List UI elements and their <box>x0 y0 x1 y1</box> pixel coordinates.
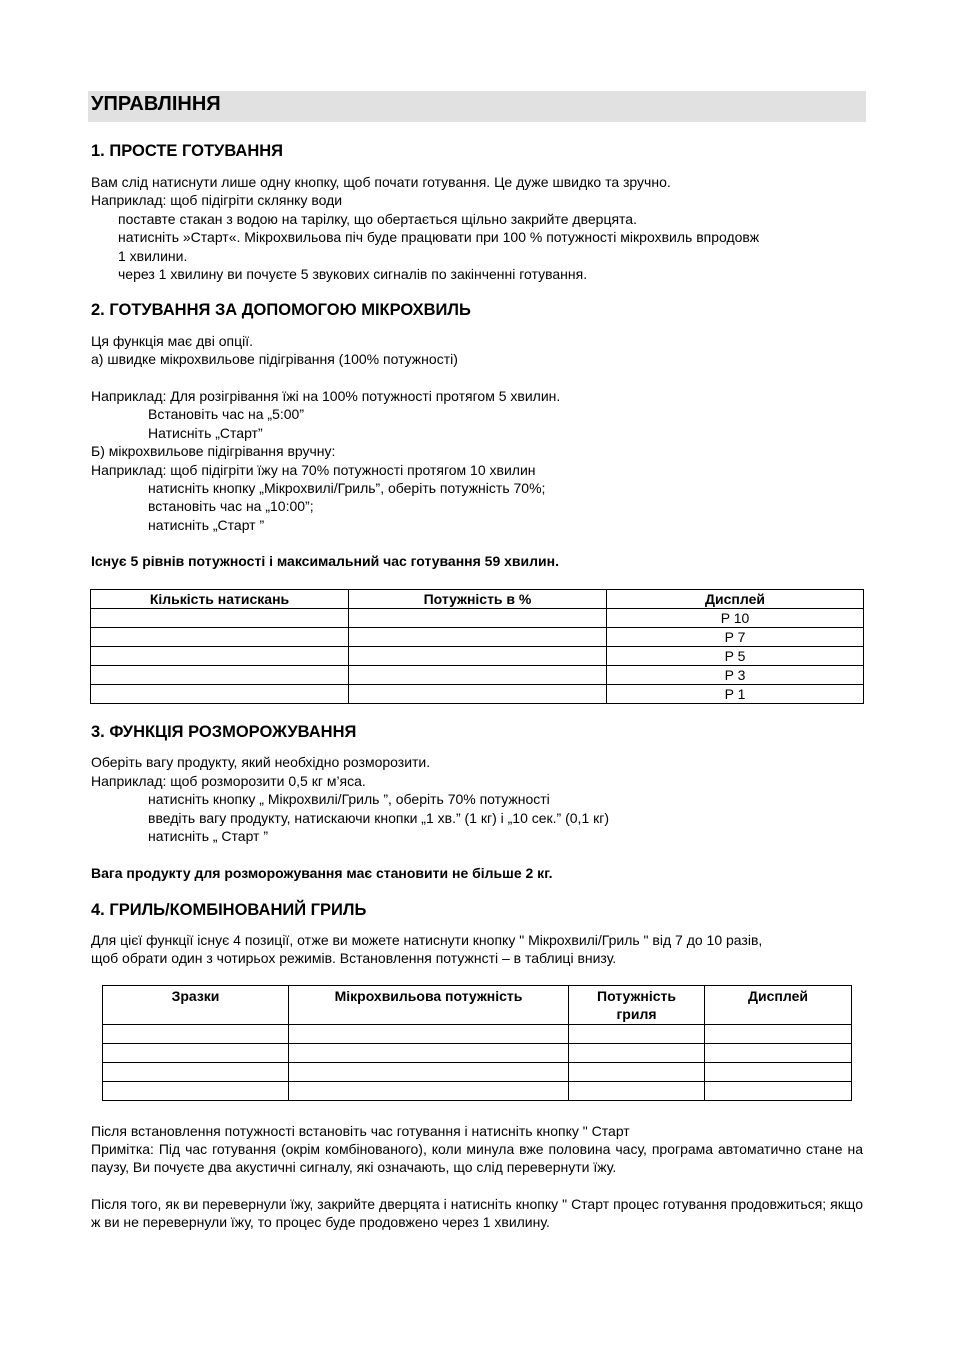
table-row <box>91 666 864 685</box>
page-title: УПРАВЛІННЯ <box>88 91 866 122</box>
s3-step-1: натисніть кнопку „ Мікрохвилі/Гриль ”, оберіть 70% потужності <box>148 791 550 807</box>
s4-after-turning: Після того, як ви перевернули їжу, закрийте дверцята і натисніть кнопку " Старт процес готування продовжиться; якщо ж ви не перевернули їжу, то процес буде продовжено через 1 хвилину. <box>91 1196 863 1230</box>
table-header-row <box>91 590 864 609</box>
s2-paragraph-2: а) швидке мікрохвильове підігрівання (100% потужності) <box>91 351 458 367</box>
table-row <box>91 609 864 628</box>
grill-modes-table <box>102 985 852 1101</box>
s3-paragraph-1: Оберіть вагу продукту, який необхідно розморозити. <box>91 754 431 770</box>
s3-step-3: натисніть „ Старт ” <box>148 828 269 844</box>
s4-after-setting: Після встановлення потужності встановіть час готування і натисніть кнопку " Старт <box>91 1123 630 1139</box>
header-grill-power: Потужність гриля <box>569 986 705 1025</box>
display-cell: P 7 <box>607 628 864 647</box>
s2-paragraph-1: Ця функція має дві опції. <box>91 333 253 349</box>
table-row <box>103 1025 852 1044</box>
s1-paragraph-2: Наприклад: щоб підігріти склянку води <box>91 192 343 208</box>
header-display: Дисплей <box>705 986 852 1025</box>
table-row <box>103 1044 852 1063</box>
power-levels-table <box>90 589 864 704</box>
s3-step-2: введіть вагу продукту, натискаючи кнопки „1 хв.” (1 кг) і „10 сек.” (0,1 кг) <box>148 810 610 826</box>
s1-paragraph-1: Вам слід натиснути лише одну кнопку, щоб почати готування. Це дуже швидко та зручно. <box>91 174 671 190</box>
s4-paragraph-2: щоб обрати один з чотирьох режимів. Встановлення потужнсті – в таблиці внизу. <box>91 950 617 966</box>
display-cell: P 10 <box>607 609 864 628</box>
section-3-heading: 3. ФУНКЦІЯ РОЗМОРОЖУВАННЯ <box>91 723 357 741</box>
display-cell: P 5 <box>607 647 864 666</box>
table-header-row <box>103 986 852 1025</box>
s2-example-2-step-2: встановіть час на „10:00”; <box>148 498 314 514</box>
display-cell: P 3 <box>607 666 864 685</box>
header-display: Дисплей <box>607 590 864 609</box>
s4-paragraph-1: Для цієї функції існує 4 позиції, отже ви можете натиснути кнопку " Мікрохвилі/Гриль " від 7 до 10 разів, <box>91 932 763 948</box>
table-row <box>91 685 864 704</box>
s3-paragraph-2: Наприклад: щоб розморозити 0,5 кг м’яса. <box>91 773 366 789</box>
display-cell: P 1 <box>607 685 864 704</box>
section-4-heading: 4. ГРИЛЬ/КОМБІНОВАНИЙ ГРИЛЬ <box>91 901 367 919</box>
table-row <box>103 1063 852 1082</box>
s2-example-2: Наприклад: щоб підігріти їжу на 70% потужності протягом 10 хвилин <box>91 462 536 478</box>
table-row <box>103 1082 852 1101</box>
s1-step-2-cont: 1 хвилини. <box>118 248 188 264</box>
s1-step-2: натисніть »Старт«. Мікрохвильова піч буде працювати при 100 % потужності мікрохвиль впродовж <box>118 229 760 245</box>
table-row <box>91 647 864 666</box>
s4-note: Примітка: Під час готування (окрім комбінованого), коли минула вже половина часу, програма автоматично стане на паузу, Ви почуєте два акустичні сигналу, які означають, що слід перевернути їжу. <box>91 1141 863 1175</box>
header-power: Потужність в % <box>349 590 607 609</box>
header-samples: Зразки <box>103 986 289 1025</box>
s1-step-1: поставте стакан з водою на тарілку, що обертається щільно закрийте дверцята. <box>118 211 637 227</box>
s2-example-1-step-2: Натисніть „Старт” <box>148 425 263 441</box>
s1-step-3: через 1 хвилину ви почуєте 5 звукових сигналів по закінченні готування. <box>118 266 588 282</box>
s2-example-1: Наприклад: Для розігрівання їжі на 100% потужності протягом 5 хвилин. <box>91 388 561 404</box>
s2-example-1-step-1: Встановіть час на „5:00” <box>148 406 304 422</box>
header-microwave-power: Мікрохвильова потужність <box>289 986 569 1025</box>
s2-option-b: Б) мікрохвильове підігрівання вручну: <box>91 443 336 459</box>
s3-weight-note: Вага продукту для розморожування має становити не більше 2 кг. <box>91 865 553 881</box>
section-1-heading: 1. ПРОСТЕ ГОТУВАННЯ <box>91 142 284 160</box>
s2-example-2-step-3: натисніть „Старт ” <box>148 517 265 533</box>
section-2-heading: 2. ГОТУВАННЯ ЗА ДОПОМОГОЮ МІКРОХВИЛЬ <box>91 301 471 319</box>
s2-power-note: Існує 5 рівнів потужності і максимальний час готування 59 хвилин. <box>91 553 559 569</box>
table-row <box>91 628 864 647</box>
header-presses: Кількість натискань <box>91 590 349 609</box>
s2-example-2-step-1: натисніть кнопку „Мікрохвилі/Гриль”, оберіть потужність 70%; <box>148 480 546 496</box>
